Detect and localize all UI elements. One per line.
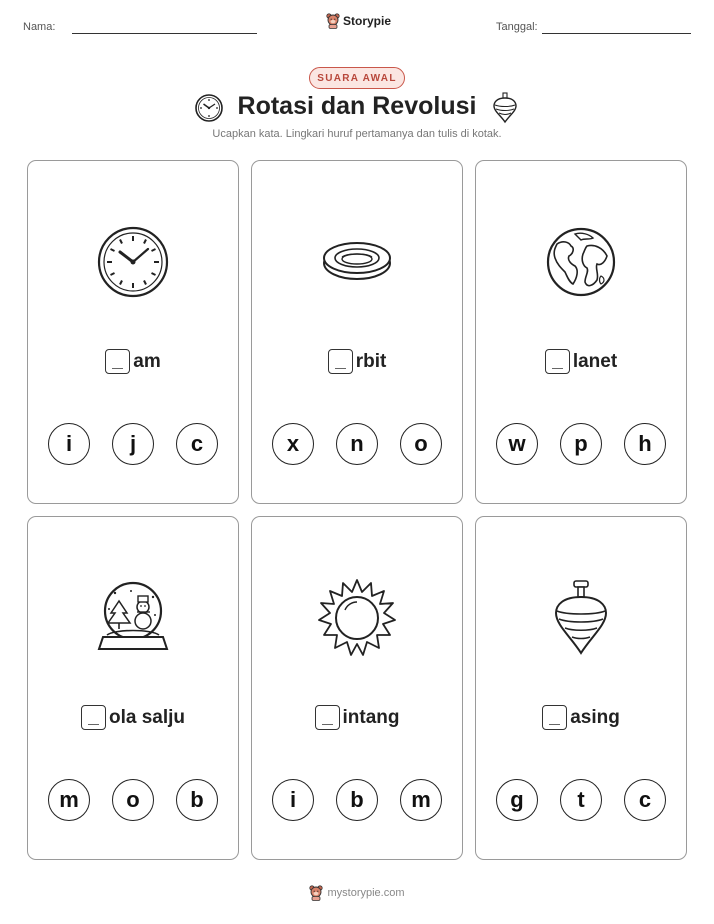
globe-icon: [545, 226, 617, 298]
clock-icon: [96, 225, 170, 299]
letter-choice[interactable]: b: [176, 779, 218, 821]
letter-choice[interactable]: m: [400, 779, 442, 821]
answer-box[interactable]: [315, 705, 340, 730]
letter-choice[interactable]: o: [400, 423, 442, 465]
letter-choice[interactable]: p: [560, 423, 602, 465]
date-label: Tanggal:: [496, 21, 538, 33]
letter-choice[interactable]: t: [560, 779, 602, 821]
word-rest: intang: [342, 706, 400, 728]
letter-choice[interactable]: o: [112, 779, 154, 821]
letter-choice[interactable]: h: [624, 423, 666, 465]
answer-box[interactable]: [105, 349, 130, 374]
answer-box[interactable]: [542, 705, 567, 730]
letter-choice[interactable]: b: [336, 779, 378, 821]
spinning-top-icon: [553, 579, 609, 657]
letter-choice[interactable]: i: [272, 779, 314, 821]
letter-choice[interactable]: w: [496, 423, 538, 465]
ring-icon: [322, 239, 392, 283]
exercise-card: [27, 160, 239, 504]
instructions: Ucapkan kata. Lingkari huruf pertamanya dan tulis di kotak.: [212, 128, 502, 140]
letter-choice[interactable]: c: [624, 779, 666, 821]
name-label: Nama:: [23, 21, 56, 33]
word-rest: ola salju: [108, 706, 186, 728]
date-line[interactable]: [542, 33, 691, 34]
footer-url: mystorypie.com: [327, 887, 405, 899]
snow-globe-icon: [95, 579, 171, 655]
exercise-card: [251, 160, 463, 504]
title-row: [0, 91, 714, 125]
letter-choice[interactable]: c: [176, 423, 218, 465]
answer-box[interactable]: [81, 705, 106, 730]
exercise-card: [251, 516, 463, 860]
bear-icon: [309, 885, 323, 901]
spinning-top-icon: [492, 92, 518, 124]
sun-icon: [317, 578, 397, 658]
answer-box[interactable]: [328, 349, 353, 374]
letter-choice[interactable]: g: [496, 779, 538, 821]
letter-choice[interactable]: i: [48, 423, 90, 465]
word-rest: rbit: [355, 350, 387, 372]
category-badge: SUARA AWAL: [309, 67, 405, 89]
letter-choice[interactable]: x: [272, 423, 314, 465]
letter-choice[interactable]: m: [48, 779, 90, 821]
exercise-card: [475, 516, 687, 860]
bear-icon: [326, 13, 340, 29]
exercise-card: [27, 516, 239, 860]
name-line[interactable]: [72, 33, 257, 34]
word-rest: lanet: [572, 350, 618, 372]
footer: [0, 885, 714, 901]
letter-choice[interactable]: j: [112, 423, 154, 465]
answer-box[interactable]: [545, 349, 570, 374]
brand-name: Storypie: [343, 14, 392, 28]
brand-logo: [326, 13, 391, 29]
word-rest: am: [133, 350, 161, 372]
letter-choice[interactable]: n: [336, 423, 378, 465]
word-rest: asing: [570, 706, 620, 728]
exercise-card: [475, 160, 687, 504]
page-title: Rotasi dan Revolusi: [237, 92, 477, 120]
worksheet-header: [0, 0, 714, 50]
